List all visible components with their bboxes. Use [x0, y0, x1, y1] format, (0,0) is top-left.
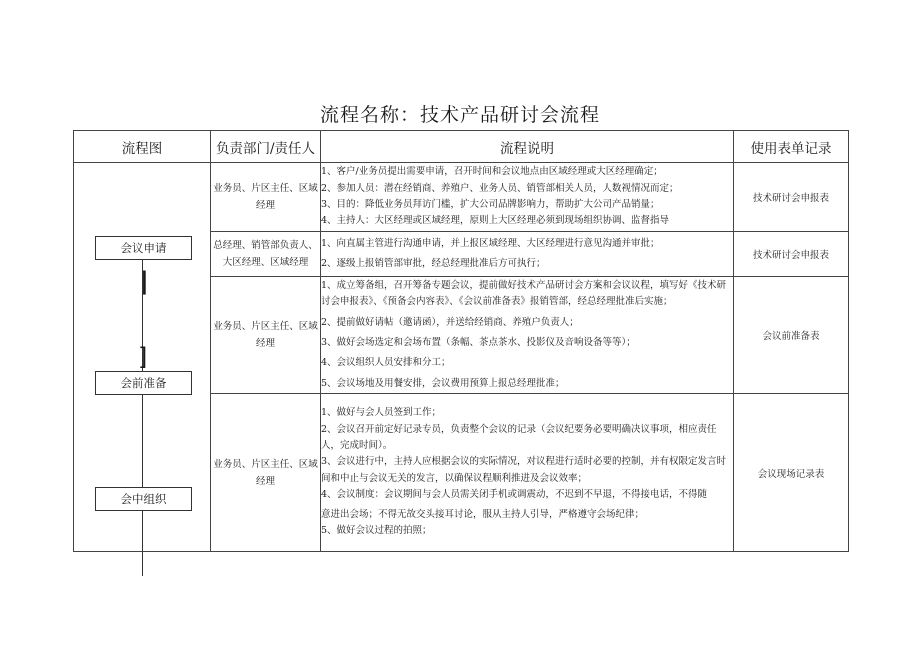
- step-item: 3、目的：降低业务员拜访门槛，扩大公司品牌影响力，帮助扩大公司产品销量；: [321, 199, 660, 210]
- header-chart: 流程图: [74, 131, 211, 163]
- step-item: 2、参加人员：潜在经销商、养殖户、业务人员、销管部相关人员，人数视情况而定；: [321, 182, 679, 194]
- step-item: 5、做好会议过程的拍照；: [321, 525, 432, 537]
- dept-cell: 总经理、销管部负责人、大区经理、区域经理: [211, 232, 321, 277]
- flowchart-cell: [74, 163, 211, 552]
- flow-box-pre-meeting-prep: 会前准备: [95, 371, 192, 395]
- page-title: 流程名称：技术产品研讨会流程: [319, 104, 600, 126]
- step-item: 4、会议组织人员安排和分工；: [321, 357, 451, 369]
- table-row: [74, 163, 849, 232]
- step-item: 3、会议进行中，主持人应根据会议的实际情况，对议程进行适时必要的控制，并有权限定发言时间和中止与会议无关的发言，以确保议程顺利推进及会议效率；: [321, 456, 727, 484]
- steps-cell: [321, 232, 734, 277]
- header-dept: 负责部门/责任人: [211, 131, 321, 163]
- step-item: 1、向直属主管进行沟通申请，并上报区域经理、大区经理进行意见沟通并审批；: [321, 237, 660, 249]
- step-item: 4、会议制度：会议期间与会人员需关闭手机或调震动，不迟到不早退，不得接电话，不得随: [321, 488, 708, 500]
- step-item: 4、主持人：大区经理或区域经理，原则上大区经理必须到现场组织协调、监督指导: [321, 215, 670, 227]
- process-table: [73, 130, 849, 552]
- header-forms: 使用表单记录: [734, 131, 849, 163]
- step-item: 1、客户/业务员提出需要申请，召开时间和会议地点由区域经理或大区经理确定；: [321, 166, 663, 178]
- steps-cell: [321, 163, 734, 232]
- header-desc: 流程说明: [321, 131, 734, 163]
- dept-cell: 业务员、片区主任、区域经理: [211, 394, 321, 552]
- step-item: 2、逐级上报销管部审批，经总经理批准后方可执行；: [321, 258, 546, 269]
- flow-mark: |: [140, 267, 149, 295]
- form-cell: 技术研讨会申报表: [734, 232, 849, 277]
- step-item: 2、会议召开前定好记录专员，负责整个会议的记录（会议纪要务必要明确决议事项，相应责任人，完成时间）。: [321, 423, 717, 451]
- flow-box-meeting-application: 会议申请: [95, 236, 192, 260]
- step-item: 2、提前做好请帖（邀请函），并送给经销商、养殖户负责人；: [321, 316, 579, 328]
- flow-box-in-meeting-organization: 会中组织: [95, 487, 192, 511]
- step-item: 1、做好与会人员签到工作；: [321, 407, 442, 419]
- flow-connector: [142, 511, 143, 576]
- step-item: 意进出会场；不得无故交头接耳讨论，服从主持人引导，严格遵守会场纪律；: [321, 509, 645, 521]
- form-cell: 会议现场记录表: [734, 394, 849, 552]
- steps-cell: [321, 277, 734, 394]
- header-row: [74, 131, 849, 163]
- dept-cell: 业务员、片区主任、区域经理: [211, 163, 321, 232]
- dept-cell: 业务员、片区主任、区域经理: [211, 277, 321, 394]
- flow-connector: [142, 395, 143, 487]
- form-cell: 会议前准备表: [734, 277, 849, 394]
- form-cell: 技术研讨会申报表: [734, 163, 849, 232]
- flow-mark: ]: [138, 343, 148, 371]
- step-item: 3、做好会场选定和会场布置（条幅、茶点茶水、投影仪及音响设备等等）；: [321, 337, 636, 348]
- step-item: 1、成立筹备组，召开筹备专题会议，提前做好技术产品研讨会方案和会议议程，填写好《技术研讨会申报表》、《预备会内容表》、《会议前准备表》报销管部，经总经理批准后实施；: [321, 280, 727, 308]
- steps-cell: [321, 394, 734, 552]
- step-item: 5、会议场地及用餐安排，会议费用预算上报总经理批准；: [321, 377, 565, 389]
